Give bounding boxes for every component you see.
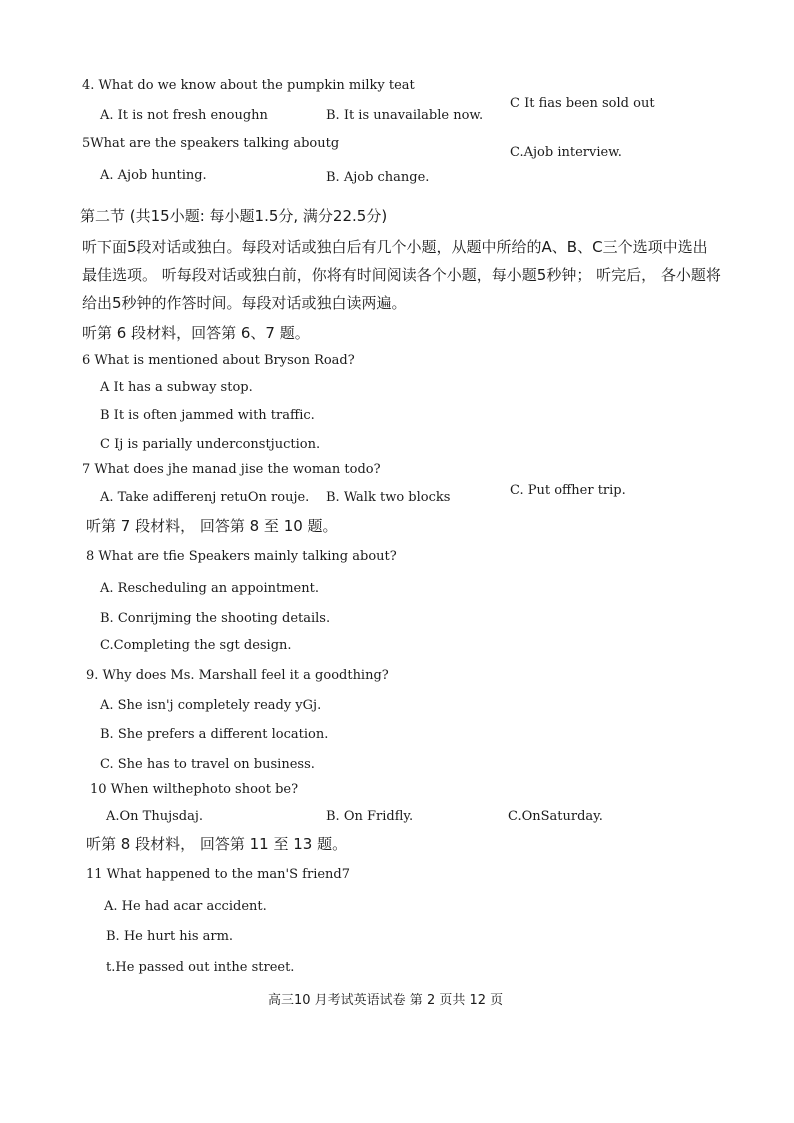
q4-option-b: B. It is unavailable now. xyxy=(326,108,484,123)
question-7: 7 What does jhe manad jise the woman todo? xyxy=(82,462,381,477)
q11-option-a: A. He had acar accident. xyxy=(104,899,267,914)
q8-option-a: A. Rescheduling an appointment. xyxy=(100,581,319,596)
q4-option-c: C It fias been sold out xyxy=(510,96,655,111)
q6-option-c: C Ij is parially underconstjuction. xyxy=(100,437,321,452)
material-8-label: 听第 8 段材料， 回答第 11 至 13 题。 xyxy=(86,835,348,853)
page-footer: 高三10 月考试英语试卷 第 2 页共 12 页 xyxy=(268,993,504,1008)
q10-option-a: A.On Thujsdaj. xyxy=(106,809,204,824)
q9-option-c: C. She has to travel on business. xyxy=(100,757,315,772)
question-5: 5What are the speakers talking aboutg xyxy=(82,136,340,151)
q11-option-c: t.He passed out inthe street. xyxy=(106,960,295,975)
q5-option-a: A. Ajob hunting. xyxy=(100,168,207,183)
q8-option-c: C.Completing the sgt design. xyxy=(100,638,292,653)
q9-option-a: A. She isn'j completely ready yGj. xyxy=(100,698,322,713)
material-7-label: 听第 7 段材料， 回答第 8 至 10 题。 xyxy=(86,517,338,535)
q10-option-c: C.OnSaturday. xyxy=(508,809,603,824)
q8-option-b: B. Conrijming the shooting details. xyxy=(100,611,331,626)
q6-option-b: B It is often jammed with traffic. xyxy=(100,408,315,423)
question-8: 8 What are tfie Speakers mainly talking about? xyxy=(86,549,397,564)
q4-option-a: A. It is not fresh enoughn xyxy=(100,108,268,123)
question-6: 6 What is mentioned about Bryson Road? xyxy=(82,353,355,368)
q9-option-b: B. She prefers a different location. xyxy=(100,727,329,742)
question-9: 9. Why does Ms. Marshall feel it a goodthing? xyxy=(86,668,389,683)
section-instructions: 听下面5段对话或独白。每段对话或独白后有几个小题，从题中所给的A、B、C三个选项中选出最佳选项。 听每段对话或独白前，你将有时间阅读各个小题，每小题5秒钟； 听完后， 各小题将给出5秒钟的作答时间。每段对话或独白读两遍。 xyxy=(82,238,721,312)
question-11: 11 What happened to the man'S friend7 xyxy=(86,867,351,882)
q7-option-b: B. Walk two blocks xyxy=(326,490,451,505)
q7-option-c: C. Put offher trip. xyxy=(510,483,626,498)
question-4: 4. What do we know about the pumpkin milky teat xyxy=(82,78,415,93)
q10-option-b: B. On Fridfly. xyxy=(326,809,414,824)
q11-option-b: B. He hurt his arm. xyxy=(106,929,234,944)
q7-option-a: A. Take adifferenj retuOn rouje. xyxy=(100,490,310,505)
section-heading: 第二节 (共15小题: 每小题1.5分, 满分22.5分) xyxy=(80,207,388,225)
question-10: 10 When wilthephoto shoot be? xyxy=(90,782,299,797)
material-6-label: 听第 6 段材料，回答第 6、7 题。 xyxy=(82,324,310,342)
q6-option-a: A It has a subway stop. xyxy=(100,380,253,395)
q5-option-c: C.Ajob interview. xyxy=(510,145,622,160)
q5-option-b: B. Ajob change. xyxy=(326,170,430,185)
